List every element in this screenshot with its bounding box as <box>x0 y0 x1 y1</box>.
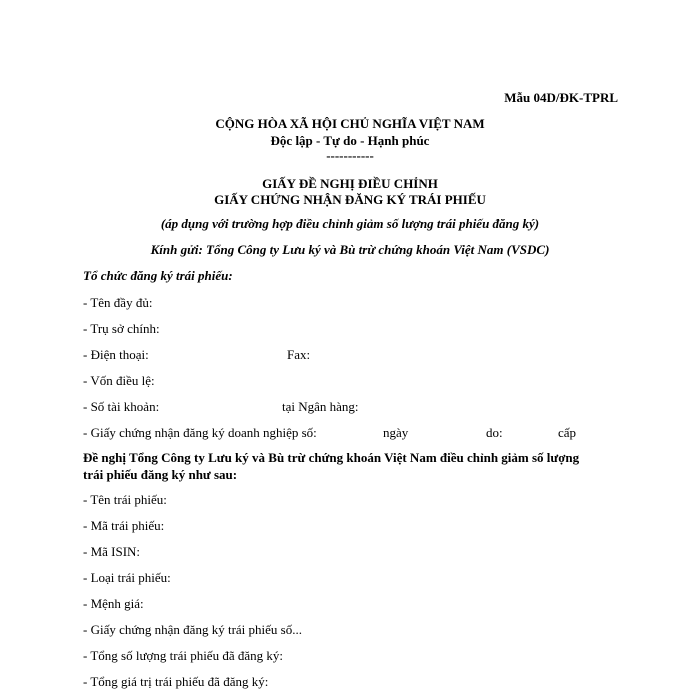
row-account-bank <box>83 399 603 415</box>
header-separator: ----------- <box>326 148 374 163</box>
request-paragraph <box>83 449 628 483</box>
field-cert-by: do: <box>486 425 503 440</box>
field-head-office: - Trụ sở chính: <box>83 321 160 336</box>
document-title-line2: GIẤY CHỨNG NHẬN ĐĂNG KÝ TRÁI PHIẾU <box>214 192 486 207</box>
field-account-number: - Số tài khoản: <box>83 399 160 414</box>
field-bond-code: - Mã trái phiếu: <box>83 518 165 533</box>
row-business-cert <box>83 425 603 441</box>
addressee: Kính gửi: Tổng Công ty Lưu ký và Bù trừ chứng khoán Việt Nam (VSDC) <box>150 242 550 257</box>
field-bank: tại Ngân hàng: <box>282 399 359 414</box>
field-cert-issued: cấp <box>558 425 577 440</box>
national-motto: Độc lập - Tự do - Hạnh phúc <box>270 133 430 148</box>
field-bond-reg-cert: - Giấy chứng nhận đăng ký trái phiếu số... <box>83 622 302 637</box>
request-line2: trái phiếu đăng ký như sau: <box>83 467 238 482</box>
field-full-name: - Tên đầy đủ: <box>83 295 153 310</box>
field-isin: - Mã ISIN: <box>83 544 141 559</box>
field-total-value: - Tổng giá trị trái phiếu đã đăng ký: <box>83 674 269 689</box>
field-bond-type: - Loại trái phiếu: <box>83 570 171 585</box>
field-business-cert: - Giấy chứng nhận đăng ký doanh nghiệp số: <box>83 425 317 440</box>
field-charter-capital: - Vốn điều lệ: <box>83 373 155 388</box>
country-name: CỘNG HÒA XÃ HỘI CHỦ NGHĨA VIỆT NAM <box>215 116 485 131</box>
document-subtitle: (áp dụng với trường hợp điều chỉnh giảm số lượng trái phiếu đăng ký) <box>160 216 540 231</box>
issuer-section-heading: Tổ chức đăng ký trái phiếu: <box>83 268 233 283</box>
field-face-value: - Mệnh giá: <box>83 596 144 611</box>
document-title-line1: GIẤY ĐỀ NGHỊ ĐIỀU CHỈNH <box>262 176 438 191</box>
form-code: Mẫu 04D/ĐK-TPRL <box>504 90 618 105</box>
request-line1: Đề nghị Tổng Công ty Lưu ký và Bù trừ chứng khoán Việt Nam điều chỉnh giảm số lượng <box>83 450 580 465</box>
field-total-quantity: - Tổng số lượng trái phiếu đã đăng ký: <box>83 648 283 663</box>
field-cert-date: ngày <box>383 425 409 440</box>
row-phone-fax <box>83 347 603 363</box>
field-bond-name: - Tên trái phiếu: <box>83 492 167 507</box>
field-fax: Fax: <box>287 347 311 362</box>
field-phone: - Điện thoại: <box>83 347 149 362</box>
